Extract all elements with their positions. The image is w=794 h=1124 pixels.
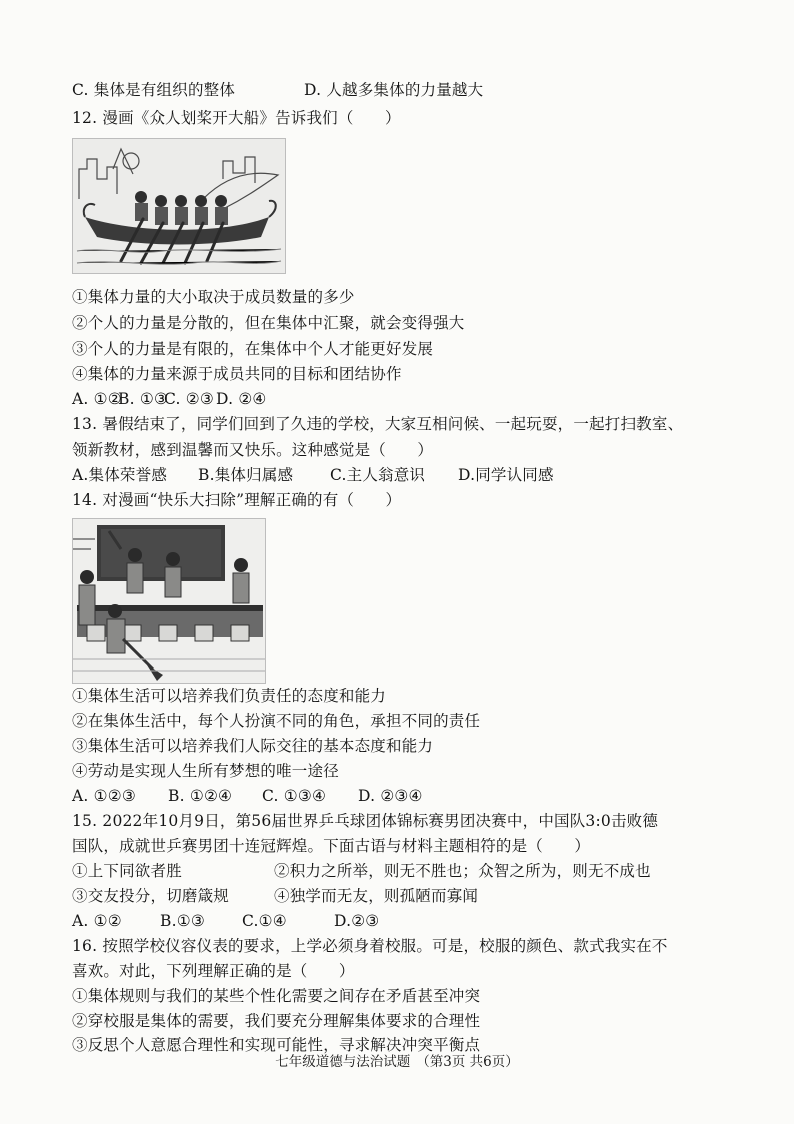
q12-option-a: A. ①② xyxy=(72,390,122,408)
q15-stem-line1: 15. 2022年10月9日，第56届世界乒乓球团体锦标赛男团决赛中，中国队3:0击败德 xyxy=(72,812,659,830)
q16-item-3: ③反思个人意愿合理性和实现可能性，寻求解决冲突平衡点 xyxy=(72,1036,481,1054)
q12-item-2: ②个人的力量是分散的，但在集体中汇聚，就会变得强大 xyxy=(72,314,465,332)
q15-items-row2 xyxy=(72,885,732,907)
q15-option-c: C.①④ xyxy=(242,912,287,930)
q11-option-d: D. 人越多集体的力量越大 xyxy=(304,81,484,99)
q13-options xyxy=(72,464,732,486)
q15-option-b: B.①③ xyxy=(160,912,205,930)
q15-item-3: ③交友投分，切磨箴规 xyxy=(72,887,230,905)
q16-stem-line2: 喜欢。对此，下列理解正确的是（ ） xyxy=(72,962,355,980)
cleaning-drawing xyxy=(73,519,265,683)
q13-option-c: C.主人翁意识 xyxy=(330,466,426,484)
q12-item-4: ④集体的力量来源于成员共同的目标和团结协作 xyxy=(72,365,402,383)
q15-item-4: ④独学而无友，则孤陋而寡闻 xyxy=(274,887,479,905)
q14-option-c: C. ①③④ xyxy=(262,787,327,805)
q14-item-4: ④劳动是实现人生所有梦想的唯一途径 xyxy=(72,762,339,780)
q13-option-d: D.同学认同感 xyxy=(458,466,554,484)
q16-stem-line1: 16. 按照学校仪容仪表的要求，上学必须身着校服。可是，校服的颜色、款式我实在不 xyxy=(72,937,668,955)
q15-stem-line2: 国队，成就世乒赛男团十连冠辉煌。下面古语与材料主题相符的是（ ） xyxy=(72,837,591,855)
q13-option-b: B.集体归属感 xyxy=(198,466,294,484)
q14-option-b: B. ①②④ xyxy=(168,787,233,805)
q15-option-d: D.②③ xyxy=(334,912,380,930)
q11-option-c: C. 集体是有组织的整体 xyxy=(72,81,236,99)
q14-item-3: ③集体生活可以培养我们人际交往的基本态度和能力 xyxy=(72,737,434,755)
rowing-boat-drawing xyxy=(73,139,285,273)
footer-pagination: （第3页 共6页） xyxy=(416,1054,519,1070)
q11-options xyxy=(72,79,732,101)
q13-stem-line2: 领新教材，感到温馨而又快乐。这种感觉是（ ） xyxy=(72,441,434,459)
q13-stem-line1: 13. 暑假结束了，同学们回到了久违的学校，大家互相问候、一起玩耍，一起打扫教室、 xyxy=(72,415,684,433)
q14-item-2: ②在集体生活中，每个人扮演不同的角色，承担不同的责任 xyxy=(72,712,481,730)
q15-item-2: ②积力之所举，则无不胜也；众智之所为，则无不成也 xyxy=(274,862,651,880)
q12-item-1: ①集体力量的大小取决于成员数量的多少 xyxy=(72,288,355,306)
cleaning-cartoon xyxy=(72,518,266,684)
q15-item-1: ①上下同欲者胜 xyxy=(72,862,182,880)
footer-title: 七年级道德与法治试题 xyxy=(275,1054,411,1070)
q14-option-a: A. ①②③ xyxy=(72,787,136,805)
q12-option-d: D. ②④ xyxy=(216,390,267,408)
q13-option-a: A.集体荣誉感 xyxy=(72,466,168,484)
q14-item-1: ①集体生活可以培养我们负责任的态度和能力 xyxy=(72,687,387,705)
q14-option-d: D. ②③④ xyxy=(358,787,423,805)
q15-option-a: A. ①② xyxy=(72,912,122,930)
q15-options xyxy=(72,910,732,932)
q15-items-row1 xyxy=(72,860,732,882)
page-footer xyxy=(0,1052,794,1072)
q14-options xyxy=(72,785,732,807)
q12-item-3: ③个人的力量是有限的，在集体中个人才能更好发展 xyxy=(72,340,434,358)
q14-stem: 14. 对漫画“快乐大扫除”理解正确的有（ ） xyxy=(72,491,402,509)
q12-options xyxy=(72,388,732,410)
q12-option-b: B. ①③ xyxy=(118,390,169,408)
q12-stem: 12. 漫画《众人划桨开大船》告诉我们（ ） xyxy=(72,109,401,127)
q16-item-1: ①集体规则与我们的某些个性化需要之间存在矛盾甚至冲突 xyxy=(72,987,481,1005)
q12-option-c: C. ②③ xyxy=(164,390,214,408)
q16-item-2: ②穿校服是集体的需要，我们要充分理解集体要求的合理性 xyxy=(72,1012,481,1030)
rowing-boat-cartoon xyxy=(72,138,286,274)
